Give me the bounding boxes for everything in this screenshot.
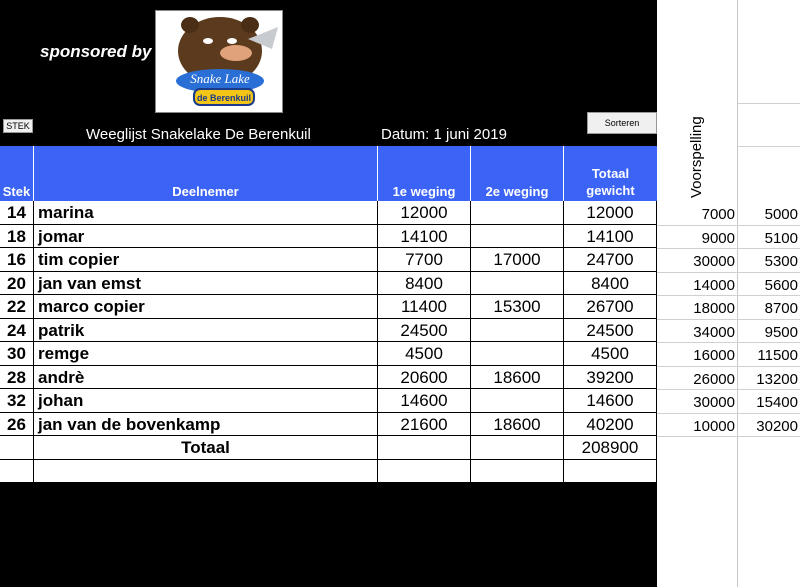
cell-deelnemer: remge: [34, 342, 378, 366]
table-row[interactable]: [0, 413, 657, 437]
grid-line: [657, 248, 800, 249]
col-header-totaal-line2: gewicht: [586, 183, 635, 198]
grid-line: [657, 342, 800, 343]
totals-value: 208900: [564, 436, 657, 460]
cell-weging1: 24500: [378, 319, 471, 343]
cell-extra: 5300: [764, 253, 798, 270]
table-row[interactable]: [0, 389, 657, 413]
cell-stek: 16: [0, 248, 34, 272]
table-row[interactable]: [0, 201, 657, 225]
grid-line: [737, 146, 800, 147]
col-header-weging2[interactable]: [471, 146, 564, 201]
table-row[interactable]: [0, 366, 657, 390]
empty-cell: [471, 460, 564, 484]
col-header-deelnemer[interactable]: [34, 146, 378, 201]
grid-line: [657, 436, 800, 437]
totals-row[interactable]: [0, 436, 657, 460]
cell-weging2: 18600: [471, 413, 564, 437]
cell-weging1: 12000: [378, 201, 471, 225]
cell-totaal: 14100: [564, 225, 657, 249]
cell-weging2: [471, 319, 564, 343]
grid-line: [737, 0, 738, 587]
cell-deelnemer: andrè: [34, 366, 378, 390]
cell-extra: 5600: [764, 276, 798, 294]
col-header-deelnemer-label: Deelnemer: [172, 184, 239, 199]
cell-totaal: 40200: [564, 413, 657, 437]
cell-weging1: 11400: [378, 295, 471, 319]
logo-text-berenkuil: de Berenkuil: [196, 93, 252, 103]
col-header-totaal-label: [564, 165, 657, 199]
cell-deelnemer: tim copier: [34, 248, 378, 272]
cell-weging2: [471, 201, 564, 225]
empty-cell: [378, 460, 471, 484]
cell-voorspelling: 16000: [693, 347, 735, 364]
cell-voorspelling: 7000: [701, 206, 735, 223]
cell-totaal: 4500: [564, 342, 657, 366]
cell-totaal: 24500: [564, 319, 657, 343]
cell-stek: 30: [0, 342, 34, 366]
logo-text-snakelake: Snake Lake: [190, 71, 250, 86]
empty-cell: [34, 460, 378, 484]
cell-weging2: [471, 225, 564, 249]
col-header-weging1-label: 1e weging: [392, 184, 456, 199]
col-header-stek-label: Stek: [2, 184, 31, 199]
cell-deelnemer: jomar: [34, 225, 378, 249]
cell-weging1: 8400: [378, 272, 471, 296]
cell-weging1: 14600: [378, 389, 471, 413]
voorspelling-label: Voorspelling: [688, 116, 705, 198]
grid-line: [657, 295, 800, 296]
cell-stek: 22: [0, 295, 34, 319]
cell-weging2: 18600: [471, 366, 564, 390]
grid-line: [657, 225, 800, 226]
grid-line: [657, 319, 800, 320]
empty-cell: [564, 460, 657, 484]
cell-deelnemer: jan van de bovenkamp: [34, 413, 378, 437]
cell-weging2: [471, 272, 564, 296]
col-header-weging1[interactable]: [378, 146, 471, 201]
table-row[interactable]: [0, 319, 657, 343]
col-header-totaal-line1: Totaal: [591, 166, 630, 181]
cell-deelnemer: johan: [34, 389, 378, 413]
table-row[interactable]: [0, 225, 657, 249]
cell-voorspelling: 10000: [693, 417, 735, 435]
cell-stek: 26: [0, 413, 34, 437]
table-row[interactable]: [0, 342, 657, 366]
col-header-stek[interactable]: [0, 146, 34, 201]
cell-voorspelling: 18000: [693, 300, 735, 317]
cell-extra: 5100: [764, 229, 798, 247]
cell-voorspelling: 26000: [693, 370, 735, 388]
grid-line: [657, 272, 800, 273]
cell-weging2: 15300: [471, 295, 564, 319]
grid-line: [657, 389, 800, 390]
cell-voorspelling: 9000: [701, 229, 735, 247]
cell-voorspelling: 14000: [693, 276, 735, 294]
date-label: Datum: 1 juni 2019: [381, 126, 507, 143]
sort-button[interactable]: Sorteren: [587, 112, 657, 134]
cell-totaal: 12000: [564, 201, 657, 225]
cell-extra: 8700: [764, 300, 798, 317]
cell-deelnemer: patrik: [34, 319, 378, 343]
page-title: Weeglijst Snakelake De Berenkuil: [86, 126, 311, 143]
totals-empty-stek: [0, 436, 34, 460]
cell-weging2: [471, 342, 564, 366]
totals-empty-w2: [471, 436, 564, 460]
totals-label: Totaal: [34, 436, 378, 460]
stek-button[interactable]: STEK: [3, 119, 33, 133]
cell-extra: 30200: [756, 417, 798, 435]
cell-stek: 20: [0, 272, 34, 296]
totals-empty-w1: [378, 436, 471, 460]
cell-totaal: 24700: [564, 248, 657, 272]
cell-extra: 11500: [757, 347, 798, 364]
berenkuil-logo: [155, 10, 283, 113]
cell-stek: 24: [0, 319, 34, 343]
cell-extra: 15400: [756, 394, 798, 411]
cell-extra: 9500: [764, 323, 798, 341]
table-row[interactable]: [0, 295, 657, 319]
cell-voorspelling: 34000: [693, 323, 735, 341]
sponsored-by-label: sponsored by: [40, 42, 152, 61]
grid-line: [657, 366, 800, 367]
cell-voorspelling: 30000: [693, 394, 735, 411]
cell-stek: 14: [0, 201, 34, 225]
cell-totaal: 26700: [564, 295, 657, 319]
empty-row[interactable]: [0, 460, 657, 484]
cell-voorspelling: 30000: [693, 253, 735, 270]
cell-stek: 32: [0, 389, 34, 413]
empty-cell: [0, 460, 34, 484]
cell-weging1: 4500: [378, 342, 471, 366]
cell-weging1: 14100: [378, 225, 471, 249]
cell-weging1: 21600: [378, 413, 471, 437]
cell-weging2: 17000: [471, 248, 564, 272]
cell-stek: 18: [0, 225, 34, 249]
cell-deelnemer: marco copier: [34, 295, 378, 319]
table-row[interactable]: [0, 272, 657, 296]
grid-line: [737, 103, 800, 104]
grid-line: [657, 413, 800, 414]
cell-weging2: [471, 389, 564, 413]
cell-deelnemer: marina: [34, 201, 378, 225]
cell-weging1: 20600: [378, 366, 471, 390]
col-header-weging2-label: 2e weging: [485, 184, 549, 199]
cell-totaal: 39200: [564, 366, 657, 390]
cell-extra: 13200: [756, 370, 798, 388]
cell-totaal: 8400: [564, 272, 657, 296]
cell-totaal: 14600: [564, 389, 657, 413]
table-row[interactable]: [0, 248, 657, 272]
col-header-totaal[interactable]: [564, 146, 657, 201]
cell-extra: 5000: [764, 206, 798, 223]
cell-stek: 28: [0, 366, 34, 390]
cell-deelnemer: jan van emst: [34, 272, 378, 296]
cell-weging1: 7700: [378, 248, 471, 272]
